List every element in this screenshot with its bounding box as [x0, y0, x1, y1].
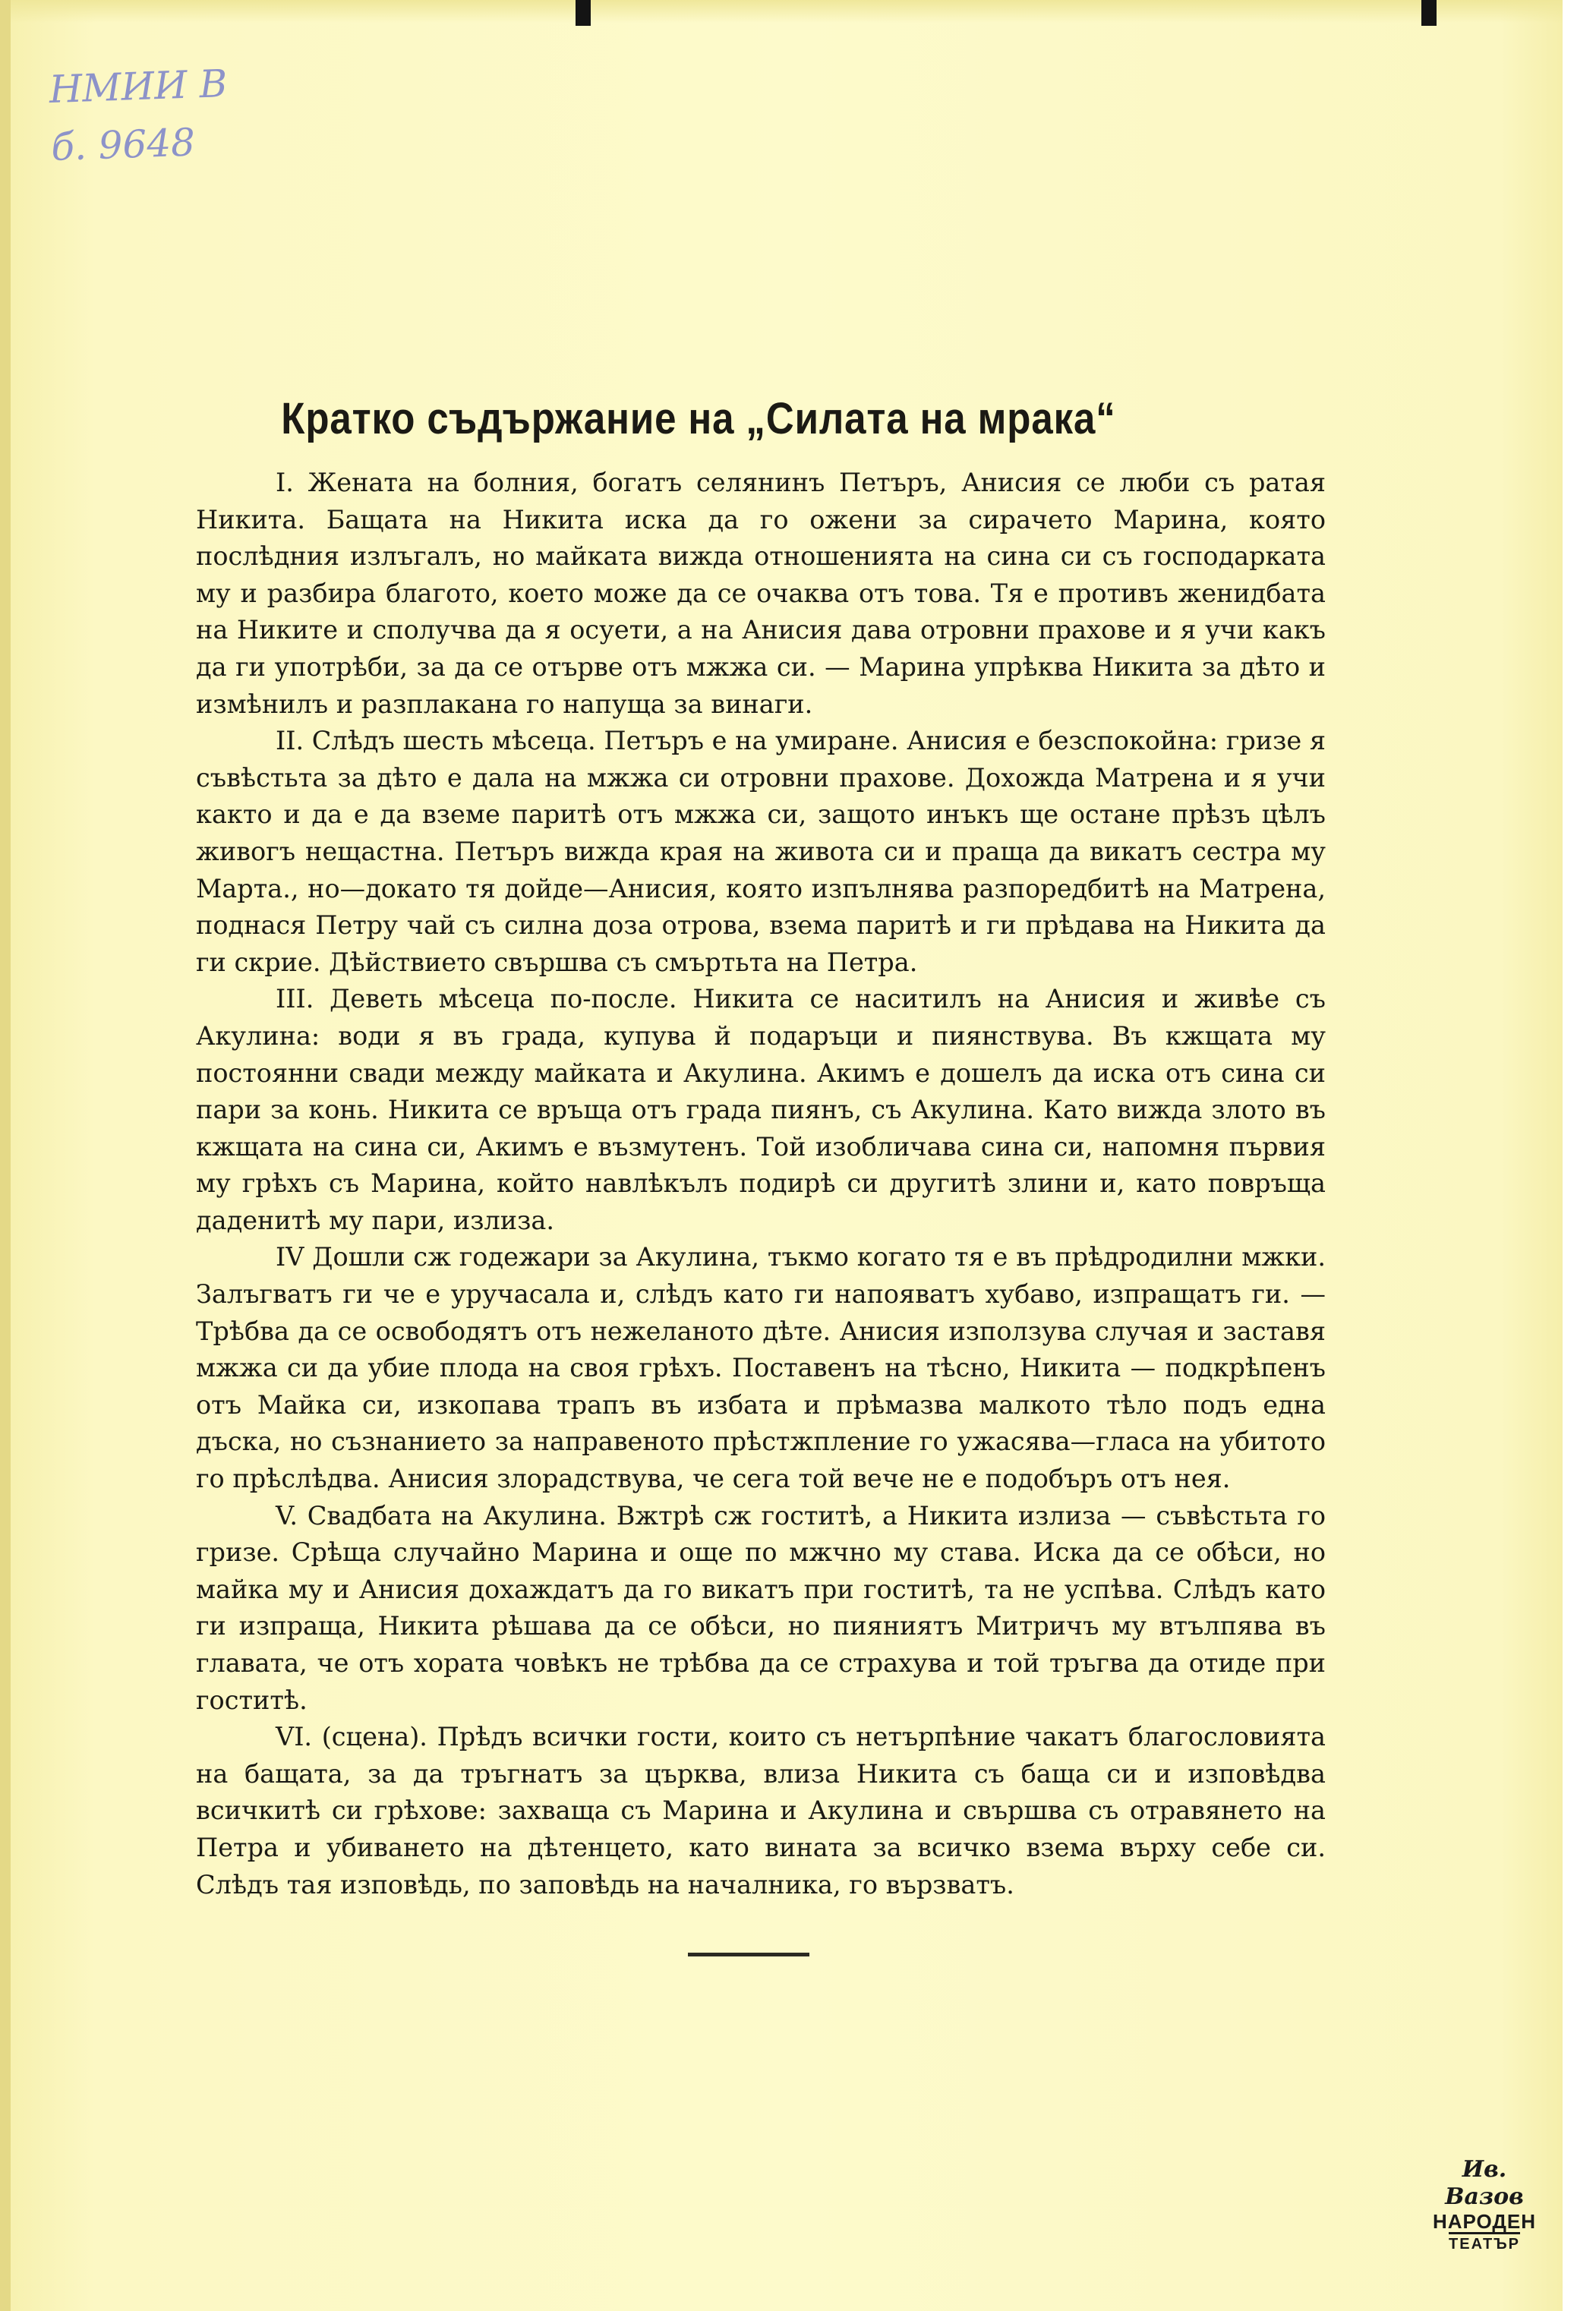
logo-signature: Ив. Вазов	[1445, 2156, 1524, 2210]
archive-inventory-note	[48, 55, 230, 176]
scan-tab-mark	[1421, 0, 1437, 26]
paper-left-edge	[0, 0, 11, 2311]
national-theatre-logo	[1427, 2156, 1541, 2253]
scan-right-margin	[1563, 0, 1596, 2311]
paragraph-act-3: III. Деветь мѣсеца по-после. Никита се наситилъ на Анисия и живѣе съ Акулина: води я въ града, купува й подаръци и пиянствува. Въ кжщата му постоянни свади между майката и Акулина. Акимъ е дошелъ да иска отъ сина си пари за конь. Никита се връща отъ града пиянъ, съ Акулина. Като вижда злото въ кжщата на сина си, Акимъ е възмутенъ. Той изобличава сина си, напомня първия му грѣхъ съ Марина, който навлѣкълъ подирѣ си другитѣ злини и, като повръща даденитѣ му пари, излиза.	[196, 984, 1326, 1235]
archive-note-line2: б. 9648	[50, 120, 196, 170]
archive-note-line1: НМИИ В	[48, 61, 229, 112]
paragraph-act-2: II. Слѣдъ шесть мѣсеца. Петъръ е на умиране. Анисия е безспокойна: гризе я съвѣстьта за дѣто е дала на мжжа си отровни прахове. Дохожда Матрена и я учи както и да е да вземе паритѣ отъ мжжа си, защото инъкъ ще остане прѣзъ цѣлъ живогъ нещастна. Петъръ вижда края на живота си и праща да викатъ сестра му Марта., но—докато тя дойде—Анисия, която изпълнява разпоредбитѣ на Матрена, поднася Петру чай съ силна доза отрова, взема паритѣ и ги прѣдава на Никита да ги скрие. Дѣйствието свършва съ смъртьта на Петра.	[196, 726, 1326, 977]
paragraph-act-1: I. Жената на болния, богатъ селянинъ Петъръ, Анисия се люби съ ратая Никита. Бащата на Никита иска да го ожени за сирачето Марина, която послѣдния излъгалъ, но майката вижда отношенията на сина си съ господарката му и разбира благото, което може да се очаква отъ това. Тя е противъ женидбата на Никите и сполучва да я осуети, а на Анисия дава отровни прахове и я учи какъ да ги употрѣби, за да се отърве отъ мжжа си. — Марина упрѣква Никита за дѣто и измѣнилъ и разплакана го напуща за винаги.	[196, 468, 1326, 719]
logo-line-1: НАРОДЕН	[1432, 2210, 1537, 2233]
scan-tab-mark	[576, 0, 591, 26]
document-body	[196, 465, 1326, 1903]
paragraph-act-6: VI. (сцена). Прѣдъ всички гости, които съ нетърпѣние чакатъ благословията на бащата, за да тръгнатъ за църква, влиза Никита съ баща си и изповѣдва всичкитѣ си грѣхове: захваща съ Марина и Акулина и свършва съ отравянето на Петра и убиването на дѣтенцето, като вината за всичко взема върху себе си. Слѣдъ тая изповѣдь, по заповѣдь на началника, го вързватъ.	[196, 1722, 1326, 1900]
paragraph-act-5: V. Свадбата на Акулина. Вжтрѣ сж гоститѣ, а Никита излиза — съвѣстьта го гризе. Срѣща случайно Марина и още по мжчно му става. Иска да се обѣси, но майка му и Анисия дохаждатъ да го викатъ при гоститѣ, та не успѣва. Слѣдъ като ги изпраща, Никита рѣшава да се обѣси, но пияниятъ Митричъ му втълпява въ главата, че отъ хората човѣкъ не трѣбва да се страхува и той тръгва да отиде при гоститѣ.	[196, 1500, 1326, 1715]
logo-line-2: ТЕАТЪР	[1449, 2232, 1520, 2253]
document-title: Кратко съдържание на „Силата на мрака“	[281, 394, 1116, 443]
paragraph-act-4: IV Дошли сж годежари за Акулина, тъкмо когато тя е въ прѣдродилни мжки. Залъгватъ ги че е уручасала и, слѣдъ като ги напояватъ хубаво, изпращатъ ги. — Трѣбва да се освободятъ отъ нежеланото дѣте. Анисия използува случая и заставя мжжа си да убие плода на своя грѣхъ. Поставенъ на тѣсно, Никита — подкрѣпенъ отъ Майка си, изкопава трапъ въ избата и прѣмазва малкото тѣло подъ една дъска, но съзнанието за направеното прѣстжпление го ужасява—гласа на убитото го прѣслѣдва. Анисия злорадствува, че сега той вече не е подобъръ отъ нея.	[196, 1242, 1326, 1494]
end-rule-divider	[688, 1953, 809, 1956]
paper-top-edge	[0, 0, 1596, 23]
